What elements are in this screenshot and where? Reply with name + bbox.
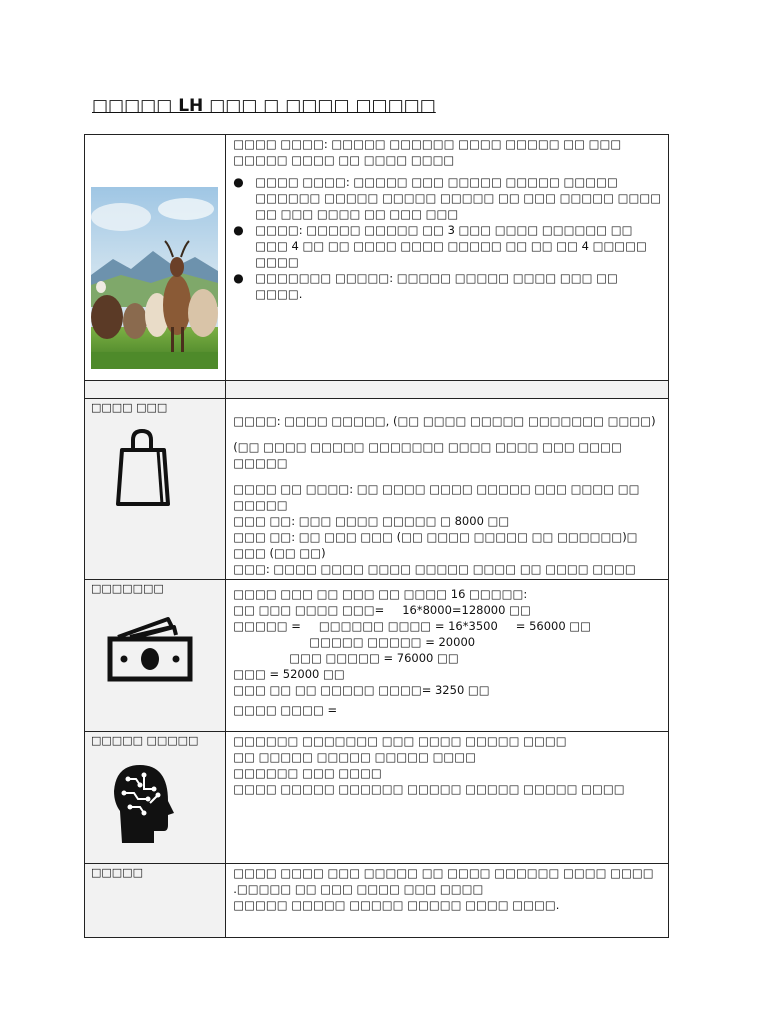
strategy-line: □□□□ □□□□□ □□□□□□ □□□□□ □□□□□ □□□□□ □□□□ [233,782,625,796]
finance-line: □□□□ □□□□ = [233,703,338,717]
photo-cell [85,135,226,381]
marketing-label-cell [85,399,226,580]
risk-line: .□□□□□ □□ □□□ □□□□ □□□ □□□□ [233,882,484,896]
marketing-line: □□□□ □□ □□□□: □□ □□□□ □□□□ □□□□□ □□□ □□□□ □□ □□□□□ [233,482,640,512]
marketing-line: □□□: □□□□ □□□□ □□□□ □□□□□ □□□□ □□ □□□□ □□□□ [233,562,636,576]
money-cash-icon [106,615,194,685]
goat-herd-photo [91,187,218,369]
row-label: □□□□□□□ [91,582,164,595]
finance-text: □□□□□□ □□□□ = 16*3500 [318,619,498,633]
strategy-label-cell [85,732,226,864]
finance-line [233,618,662,634]
brain-circuit-icon [110,763,176,845]
finance-line: □□□□ □□□ □□ □□□ □□ □□□□ 16 □□□□□: [233,587,528,601]
table-row-spacer [85,381,669,399]
list-item: ● □□□□□□□ □□□□□: □□□□□ □□□□□ □□□□ □□□ □□ □□□□. [255,270,662,302]
row-label: □□□□□ □□□□□ [91,734,199,747]
row-label: □□□□ □□□ [91,401,168,414]
finance-line: □□□ □□□□□ = 76000 □□ [289,651,459,665]
strategy-line: □□□□□□ □□□ □□□□ [233,766,382,780]
table-row-risk [85,864,669,938]
table-row-finance [85,580,669,732]
risk-label-cell [85,864,226,938]
finance-line: □□□□□ □□□□□ = 20000 [309,635,476,649]
finance-line: □□□ □□ □□ □□□□□ □□□□= 3250 □□ [233,683,490,697]
marketing-content-cell [226,399,669,580]
table-row-strategy [85,732,669,864]
business-plan-table [84,134,669,938]
risk-line: □□□□□ □□□□□ □□□□□ □□□□□ □□□□ □□□□. [233,898,560,912]
marketing-line: □□□ □□: □□□ □□□□ □□□□□ □ 8000 □□ [233,514,510,528]
list-item: ● □□□□ □□□□: □□□□□ □□□ □□□□□ □□□□□ □□□□□ □□□□□□ □□□□□ □□□□□ □□□□□ □□ □□□ □□□□□ □□□□ □□ □□□ □□□□ □□ □□□ □□□ [255,174,662,222]
spacer-cell-left [85,381,226,399]
finance-text: □□□□□ = [233,619,301,633]
spacer-cell-right [226,381,669,399]
finance-line: □□□ = 52000 □□ [233,667,345,681]
page-title: □□□□□ LH □□□ □ □□□□ □□□□□ [92,96,436,116]
finance-value: = 56000 □□ [515,619,592,633]
shopping-bag-icon [114,428,172,508]
strategy-content-cell [226,732,669,864]
finance-value: 16*8000=128000 □□ [402,603,531,617]
marketing-line: (□□ □□□□ □□□□□ □□□□□□□ □□□□ □□□□ □□□ □□□□ □□□□□ [233,440,622,470]
risk-content-cell [226,864,669,938]
strategy-line: □□□□□□ □□□□□□□ □□□ □□□□ □□□□□ □□□□ [233,734,567,748]
list-item: ● □□□□: □□□□□ □□□□□ □□ 3 □□□ □□□□ □□□□□□ □□ □□□ 4 □□ □□ □□□□ □□□□ □□□□□ □□ □□ □□ 4 □□□□□ □□□□ [255,222,662,270]
finance-label-cell [85,580,226,732]
marketing-line: □□□□: □□□□ □□□□□, (□□ □□□□ □□□□□ □□□□□□□ □□□□) [233,414,656,428]
finance-line [233,602,662,618]
intro-lead: □□□□ □□□□: □□□□□ □□□□□□ □□□□ □□□□□ □□ □□□ □□□□□ □□□□ □□ □□□□ □□□□ [233,137,622,167]
finance-text: □□ □□□ □□□□ □□□= [233,603,385,617]
marketing-line: □□□ □□: □□ □□□ □□□ (□□ □□□□ □□□□□ □□ □□□□□□)□ □□□ (□□ □□) [233,530,638,560]
table-row-marketing [85,399,669,580]
finance-content-cell [226,580,669,732]
intro-cell [226,135,669,381]
strategy-line: □□ □□□□□ □□□□□ □□□□□ □□□□ [233,750,477,764]
table-row-intro [85,135,669,381]
row-label: □□□□□ [91,866,143,879]
intro-bullet-list [233,174,662,302]
risk-line: □□□□ □□□□ □□□ □□□□□ □□ □□□□ □□□□□□ □□□□ □□□□ [233,866,654,880]
